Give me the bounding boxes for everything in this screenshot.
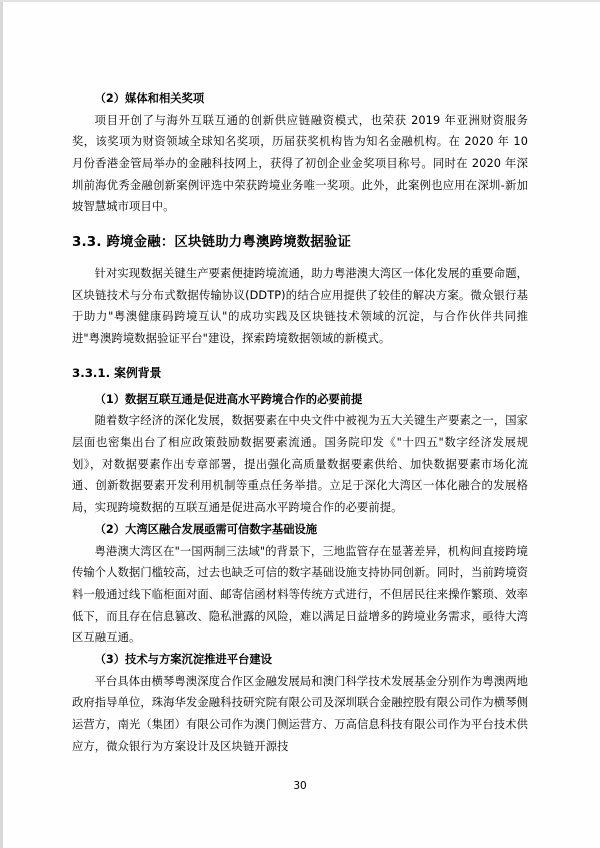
subheading-trusted-digital-infrastructure: （2）大湾区融合发展亟需可信数字基础设施: [94, 522, 318, 536]
section-subheading-media-awards: （2）媒体和相关奖项: [94, 92, 205, 105]
paragraph-cross-border-intro: 针对实现数据关键生产要素便捷跨境流通，助力粤港澳大湾区一体化发展的重要命题，区块链技术与分布式数据传输协议(DDTP)的结合应用提供了较佳的解决方案。微众银行基于助力"粤澳健康码跨境互认"的成功实践及区块链技术领域的沉淀，与合作伙伴共同推进"粤澳跨境数据验证平台"建设，探索跨境数据领域的新模式。: [72, 266, 528, 345]
scan-edge-left: [0, 0, 3, 848]
heading-3-3-1-case-background: 3.3.1. 案例背景: [72, 365, 162, 380]
paragraph-technology-platform: 平台具体由横琴粤澳深度合作区金融发展局和澳门科学技术发展基金分别作为粤澳两地政府指导单位，珠海华发金融科技研究院有限公司及深圳联合金融控股有限公司作为横琴侧运营方，南光（集团）有限公司作为澳门侧运营方、万高信息科技有限公司作为平台技术供应方，微众银行为方案设计及区块链开源技: [72, 674, 528, 753]
subheading-technology-platform: （3）技术与方案沉淀推进平台建设: [94, 652, 272, 666]
paragraph-data-interconnection: 随着数字经济的深化发展，数据要素在中央文件中被视为五大关键生产要素之一，国家层面也密集出台了相应政策鼓励数据要素流通。国务院印发《"十四五"数字经济发展规划》，对数据要素作出专章部署，提出强化高质量数据要素供给、加快数据要素市场化流通、创新数据要素开发利用机制等重点任务举措。立足于深化大湾区一体化融合的发展格局，实现跨境数据的互联互通是促进高水平跨境合作的必要前提。: [72, 414, 528, 515]
page-number: 30: [293, 780, 307, 792]
paragraph-media-awards: 项目开创了与海外互联互通的创新供应链融资模式，也荣获 2019 年亚洲财资服务奖，该奖项为财资领域全球知名奖项，历届获奖机构皆为知名金融机构。在 2020 年 10 月份香港金管局举办的金融科技网上，获得了初创企业金奖项目称号。同时在 2020 年深圳前海优秀金融创新案例评选中荣获跨境业务唯一奖项。此外，此案例也应用在深圳-新加坡智慧城市项目中。: [72, 113, 528, 214]
scan-edge-top: [0, 0, 600, 2]
heading-3-3-cross-border-finance: 3.3. 跨境金融：区块链助力粤澳跨境数据验证: [72, 235, 352, 251]
subheading-data-interconnection: （1）数据互联互通是促进高水平跨境合作的必要前提: [94, 392, 363, 406]
paragraph-trusted-digital-infrastructure: 粤港澳大湾区在"一国两制三法域"的背景下，三地监管存在显著差异，机构间直接跨境传输个人数据门槛较高，过去也缺乏可信的数字基础设施支持协同创新。同时，当前跨境资料一般通过线下临柜面对面、邮寄信函材料等传统方式进行，不但居民往来操作繁琐、效率低下，而且存在信息篡改、隐私泄露的风险，难以满足日益增多的跨境业务需求，亟待大湾区互融互通。: [72, 544, 528, 645]
